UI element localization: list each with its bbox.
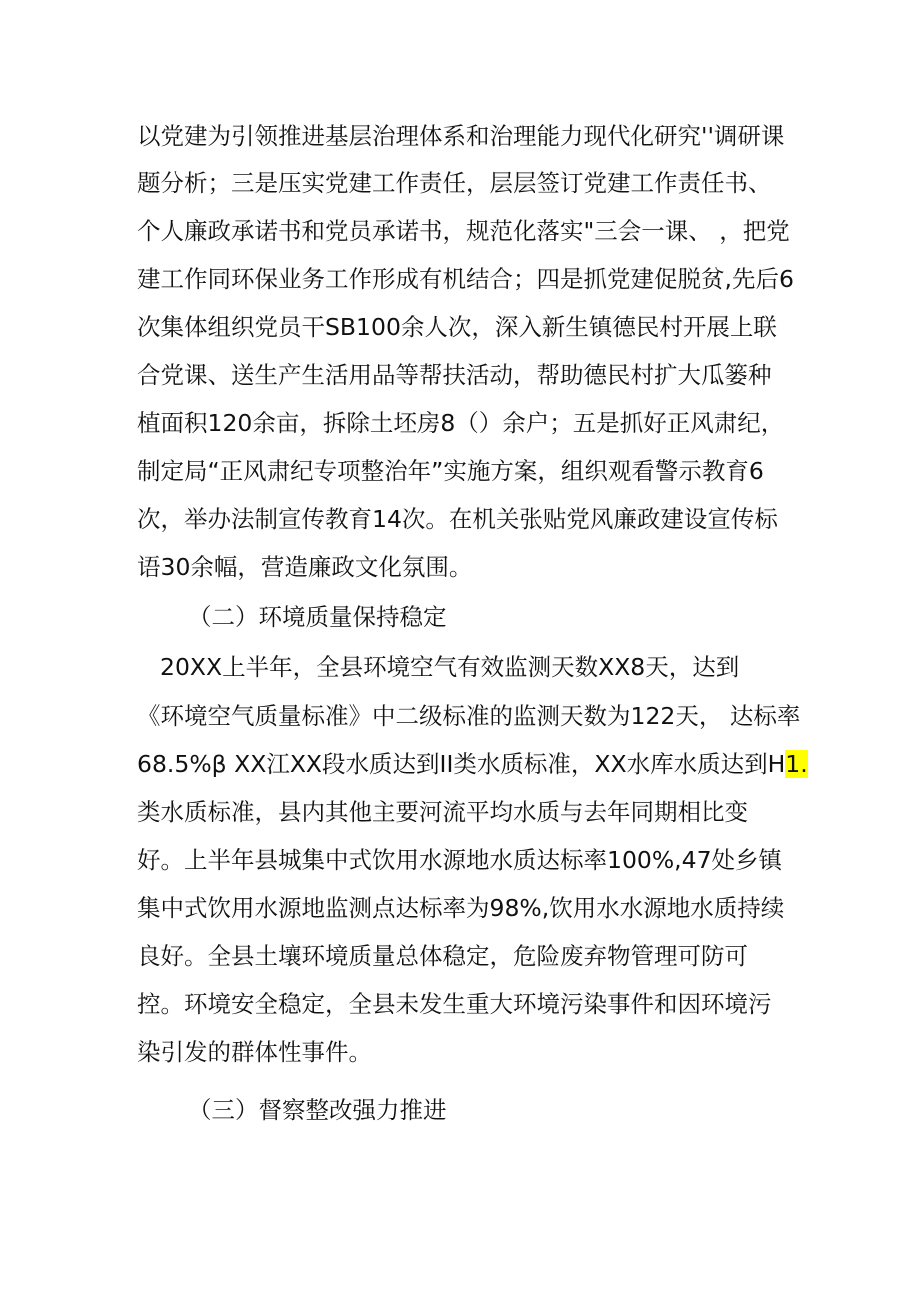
- body-text-line: 合党课、送生产生活用品等帮扶活动，帮助德民村扩大瓜篓种: [137, 361, 772, 389]
- section-heading-3: （三）督察整改强力推进: [188, 1096, 447, 1124]
- body-text-line: 建工作同环保业务工作形成有机结合；四是抓党建促脱贫,先后6: [137, 265, 794, 293]
- body-text-line: 制定局“正风肃纪专项整治年”实施方案，组织观看警示教育6: [137, 457, 764, 485]
- body-text-line: 控。环境安全稳定，全县未发生重大环境污染事件和因环境污: [137, 990, 772, 1018]
- body-text-line: 以党建为引领推进基层治理体系和治理能力现代化研究''调研课: [137, 122, 785, 150]
- body-text-line: 染引发的群体性事件。: [137, 1038, 372, 1066]
- body-text-line: 好。上半年县城集中式饮用水源地水质达标率100%,47处乡镇: [137, 846, 783, 874]
- body-text-line: 良好。全县土壤环境质量总体稳定，危险废弃物管理可防可: [137, 942, 748, 970]
- body-text-line: [137, 749, 808, 779]
- section-heading-2: （二）环境质量保持稳定: [188, 603, 447, 631]
- body-text-line: 语30余幅，营造廉政文化氛围。: [137, 553, 473, 581]
- body-text-line: 次，举办法制宣传教育14次。在机关张贴党风廉政建设宣传标: [137, 505, 778, 533]
- text-segment: 68.5%β XX江XX段水质达到II类水质标准，XX水库水质达到H: [137, 750, 786, 778]
- body-text-line: 次集体组织党员干SB100余人次，深入新生镇德民村开展上联: [137, 313, 777, 341]
- body-text-line: 20XX上半年，全县环境空气有效监测天数XX8天，达到: [160, 653, 740, 681]
- body-text-line: 类水质标准，县内其他主要河流平均水质与去年同期相比变: [137, 798, 748, 826]
- body-text-line: 《环境空气质量标准》中二级标准的监测天数为122天， 达标率: [137, 702, 801, 730]
- body-text-line: 植面积120余亩，拆除土坯房8（）余户；五是抓好正风肃纪，: [137, 409, 785, 437]
- body-text-line: 题分析；三是压实党建工作责任，层层签订党建工作责任书、: [137, 169, 772, 197]
- highlighted-text: 1.: [785, 750, 808, 778]
- body-text-line: 集中式饮用水源地监测点达标率为98%,饮用水水源地水质持续: [137, 894, 785, 922]
- body-text-line: 个人廉政承诺书和党员承诺书，规范化落实"三会一课、 ，把党: [137, 217, 790, 245]
